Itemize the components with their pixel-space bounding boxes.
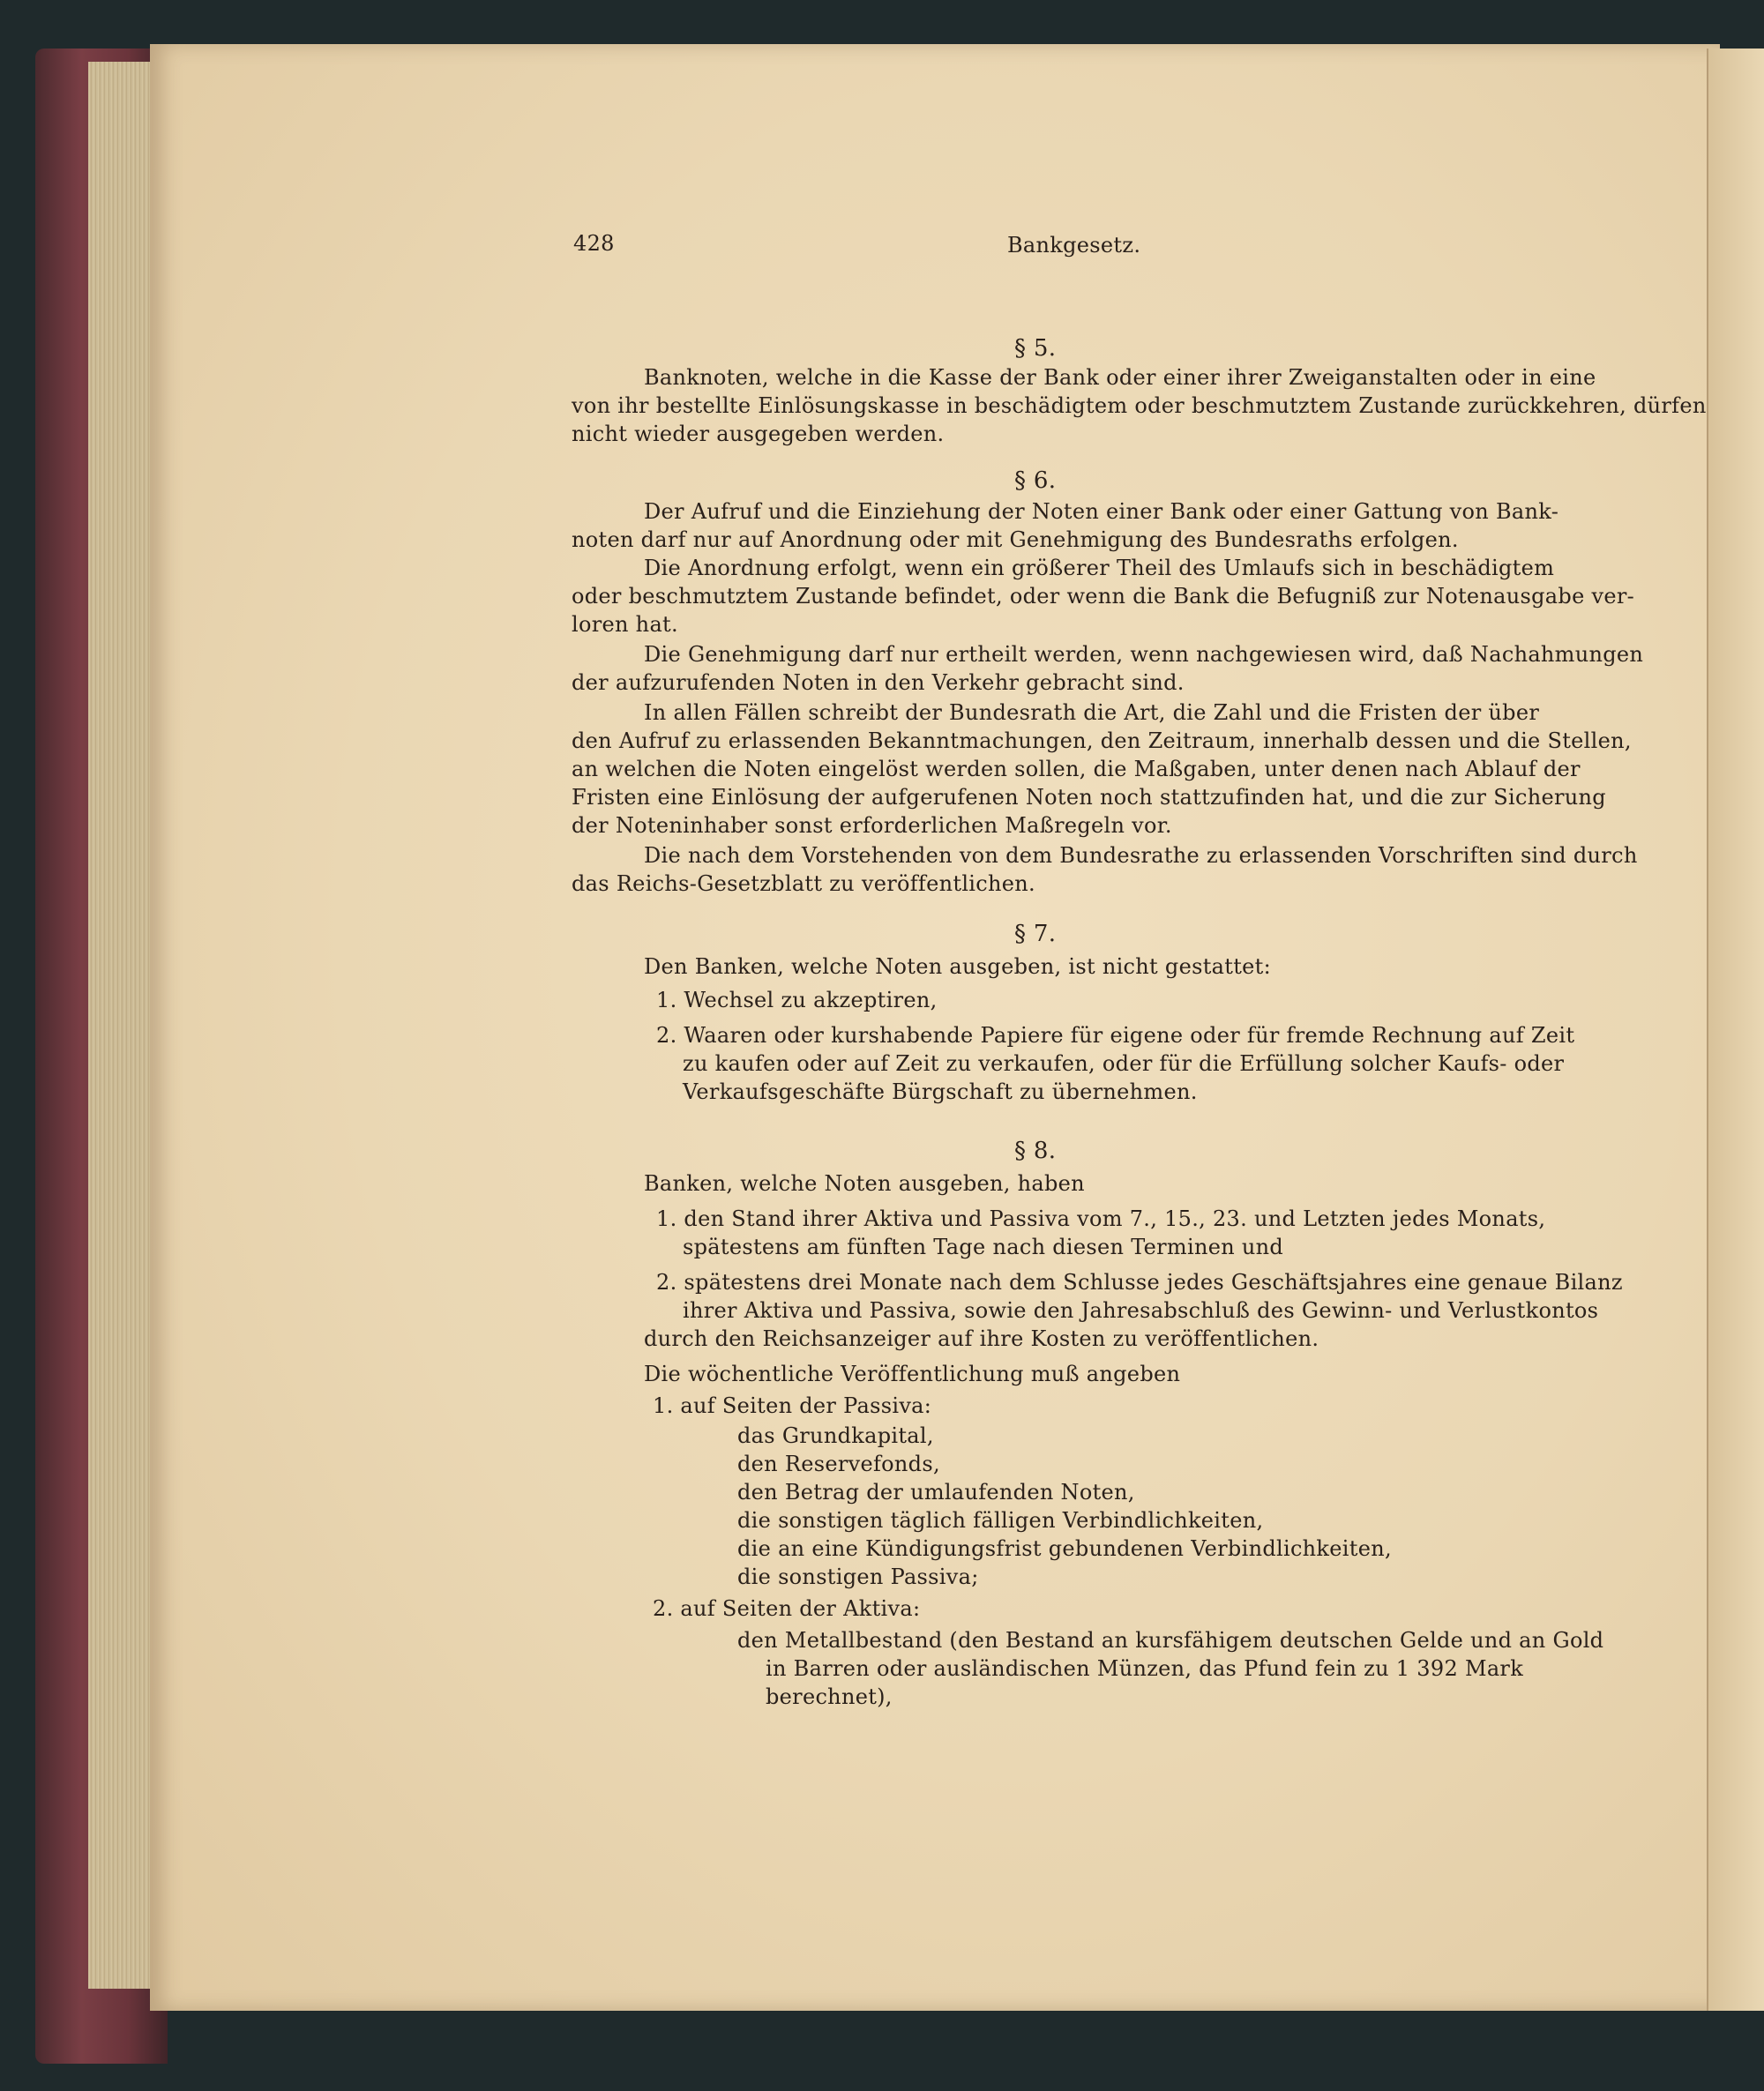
text-line: zu kaufen oder auf Zeit zu verkaufen, oder für die Erfüllung solcher Kaufs- oder [683,1051,1565,1076]
text-line: In allen Fällen schreibt der Bundesrath die Art, die Zahl und die Fristen der über [644,700,1540,725]
text-line: berechnet), [766,1684,893,1709]
sub-item: die an eine Kündigungsfrist gebundenen Verbindlichkeiten, [737,1536,1392,1561]
section-heading: § 8. [1014,1138,1057,1164]
text-line: durch den Reichsanzeiger auf ihre Kosten zu veröffentlichen. [644,1326,1319,1351]
text-line: spätestens am fünften Tage nach diesen Terminen und [683,1235,1284,1259]
sub-item: den Reservefonds, [737,1452,940,1476]
text-line: Die wöchentliche Veröffentlichung muß angeben [644,1362,1181,1386]
text-line: Die nach dem Vorstehenden von dem Bundesrathe zu erlassenden Vorschriften sind durch [644,843,1638,868]
text-line: Die Anordnung erfolgt, wenn ein größerer Theil des Umlaufs sich in beschädigtem [644,556,1555,580]
section-heading: § 6. [1014,467,1057,494]
text-line: Den Banken, welche Noten ausgeben, ist nicht gestattet: [644,954,1271,979]
sub-item: den Betrag der umlaufenden Noten, [737,1480,1135,1505]
sub-item: das Grundkapital, [737,1423,934,1448]
section-heading: § 7. [1014,921,1057,947]
text-line: loren hat. [572,612,678,637]
text-line: in Barren oder ausländischen Münzen, das Pfund fein zu 1 392 Mark [766,1656,1524,1681]
sub-item: den Metallbestand (den Bestand an kursfähigem deutschen Gelde und an Gold [737,1628,1604,1653]
text-line: an welchen die Noten eingelöst werden sollen, die Maßgaben, unter denen nach Ablauf der [572,757,1581,781]
text-line: noten darf nur auf Anordnung oder mit Genehmigung des Bundesraths erfolgen. [572,527,1459,552]
text-line: von ihr bestellte Einlösungskasse in beschädigtem oder beschmutztem Zustande zurückkehren, dürfen [572,393,1707,418]
sub-item: die sonstigen täglich fälligen Verbindlichkeiten, [737,1508,1264,1533]
section-heading: § 5. [1014,335,1057,362]
list-item: 2. auf Seiten der Aktiva: [653,1596,921,1621]
text-line: Die Genehmigung darf nur ertheilt werden, wenn nachgewiesen wird, daß Nachahmungen [644,642,1644,667]
text-line: Banken, welche Noten ausgeben, haben [644,1171,1085,1196]
text-line: Verkaufsgeschäfte Bürgschaft zu übernehmen. [683,1079,1198,1104]
text-line: Der Aufruf und die Einziehung der Noten einer Bank oder einer Gattung von Bank- [644,499,1559,524]
text-line: nicht wieder ausgegeben werden. [572,422,945,446]
text-line: ihrer Aktiva und Passiva, sowie den Jahresabschluß des Gewinn- und Verlustkontos [683,1298,1599,1323]
list-item: 2. Waaren oder kurshabende Papiere für eigene oder für fremde Rechnung auf Zeit [656,1023,1575,1048]
text-line: der aufzurufenden Noten in den Verkehr gebracht sind. [572,670,1185,695]
text-line: das Reichs-Gesetzblatt zu veröffentlichen. [572,871,1035,896]
running-title: Bankgesetz. [1007,233,1141,258]
list-item: 1. den Stand ihrer Aktiva und Passiva vom 7., 15., 23. und Letzten jedes Monats, [656,1206,1546,1231]
text-line: Banknoten, welche in die Kasse der Bank oder einer ihrer Zweiganstalten oder in eine [644,365,1596,390]
text-line: Fristen eine Einlösung der aufgerufenen Noten noch stattzufinden hat, und die zur Sicherung [572,785,1606,810]
sub-item: die sonstigen Passiva; [737,1565,979,1589]
text-line: oder beschmutztem Zustande befindet, oder wenn die Bank die Befugniß zur Notenausgabe ver- [572,584,1635,609]
page-number: 428 [573,231,615,256]
text-line: der Noteninhaber sonst erforderlichen Maßregeln vor. [572,813,1172,838]
text-line: den Aufruf zu erlassenden Bekanntmachungen, den Zeitraum, innerhalb dessen und die Stellen, [572,728,1632,753]
list-item: 1. Wechsel zu akzeptiren, [656,988,938,1012]
list-item: 2. spätestens drei Monate nach dem Schlusse jedes Geschäftsjahres eine genaue Bilanz [656,1270,1623,1295]
list-item: 1. auf Seiten der Passiva: [653,1393,932,1418]
